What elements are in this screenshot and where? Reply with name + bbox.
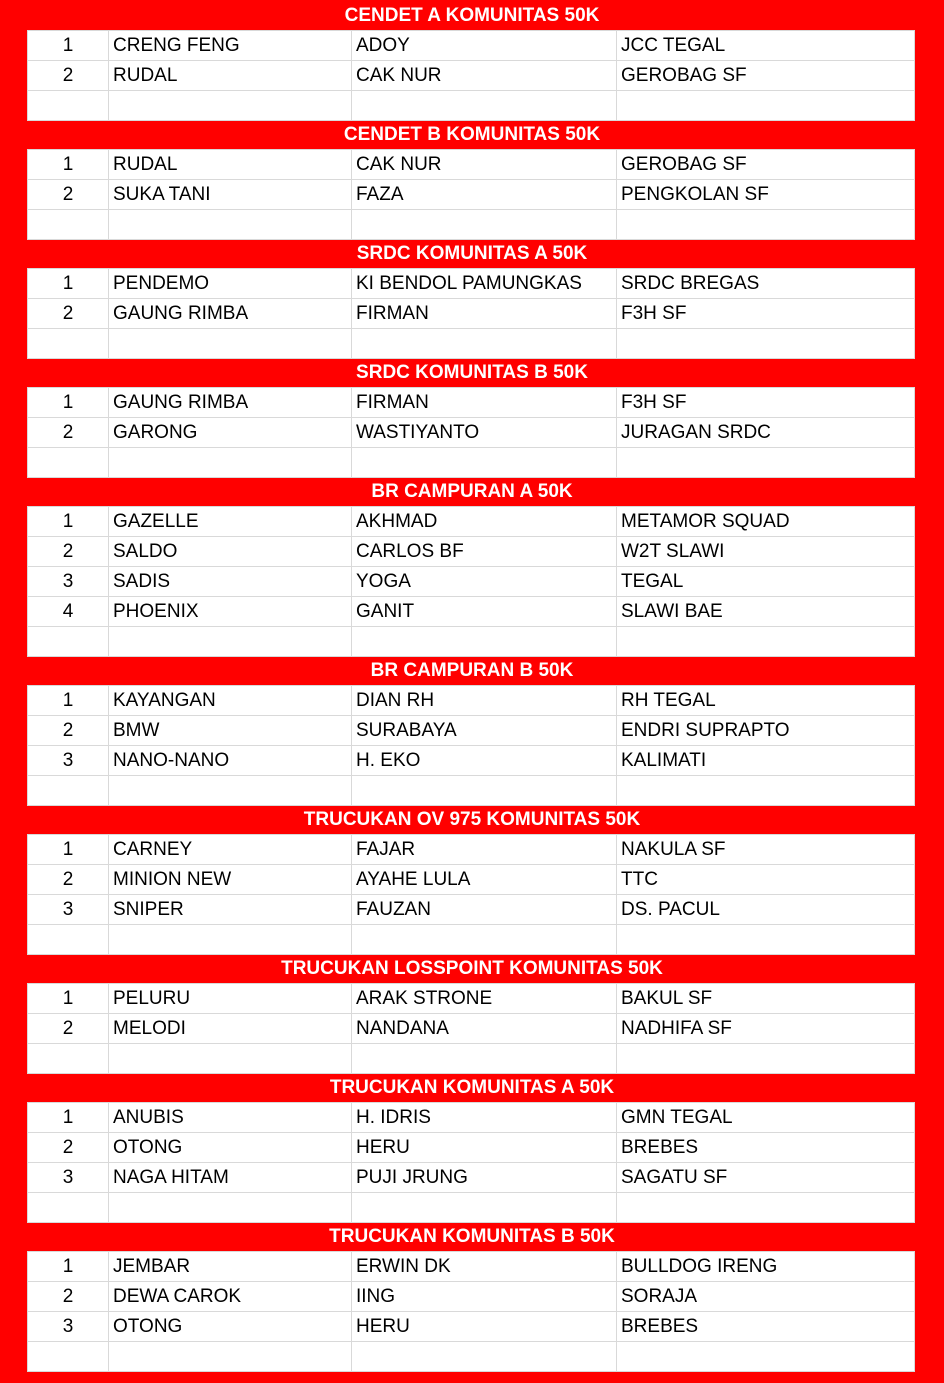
owner-cell: KI BENDOL PAMUNGKAS [352, 269, 617, 299]
table-row [28, 180, 915, 210]
empty-cell [617, 329, 915, 359]
owner-cell: FIRMAN [352, 299, 617, 329]
club-cell: TEGAL [617, 567, 915, 597]
rank-cell: 2 [28, 1014, 109, 1044]
table-row [28, 984, 915, 1014]
empty-cell [617, 1044, 915, 1074]
empty-row [28, 210, 915, 240]
empty-row [28, 776, 915, 806]
results-table [27, 387, 915, 478]
empty-cell [109, 925, 352, 955]
rank-cell: 1 [28, 835, 109, 865]
rank-cell: 3 [28, 746, 109, 776]
table-row [28, 865, 915, 895]
club-cell: GEROBAG SF [617, 61, 915, 91]
category-title: SRDC KOMUNITAS B 50K [356, 362, 588, 383]
club-cell: SORAJA [617, 1282, 915, 1312]
name-cell: PELURU [109, 984, 352, 1014]
empty-cell [28, 210, 109, 240]
empty-cell [352, 925, 617, 955]
club-cell: PENGKOLAN SF [617, 180, 915, 210]
owner-cell: SURABAYA [352, 716, 617, 746]
table-row [28, 299, 915, 329]
rank-cell: 2 [28, 537, 109, 567]
empty-cell [109, 448, 352, 478]
club-cell: GEROBAG SF [617, 150, 915, 180]
name-cell: MINION NEW [109, 865, 352, 895]
rank-cell: 1 [28, 1252, 109, 1282]
name-cell: BMW [109, 716, 352, 746]
category-section [0, 806, 944, 955]
rank-cell: 1 [28, 507, 109, 537]
owner-cell: AYAHE LULA [352, 865, 617, 895]
name-cell: SADIS [109, 567, 352, 597]
empty-cell [352, 448, 617, 478]
owner-cell: ARAK STRONE [352, 984, 617, 1014]
table-row [28, 1163, 915, 1193]
name-cell: JEMBAR [109, 1252, 352, 1282]
name-cell: MELODI [109, 1014, 352, 1044]
owner-cell: CAK NUR [352, 150, 617, 180]
name-cell: DEWA CAROK [109, 1282, 352, 1312]
empty-cell [109, 210, 352, 240]
club-cell: JCC TEGAL [617, 31, 915, 61]
empty-cell [28, 329, 109, 359]
rank-cell: 1 [28, 269, 109, 299]
rank-cell: 2 [28, 865, 109, 895]
category-section [0, 1223, 944, 1372]
club-cell: NADHIFA SF [617, 1014, 915, 1044]
name-cell: SNIPER [109, 895, 352, 925]
results-table [27, 685, 915, 806]
name-cell: KAYANGAN [109, 686, 352, 716]
name-cell: GAUNG RIMBA [109, 299, 352, 329]
category-section [0, 240, 944, 359]
club-cell: BREBES [617, 1312, 915, 1342]
owner-cell: FAJAR [352, 835, 617, 865]
owner-cell: AKHMAD [352, 507, 617, 537]
name-cell: GAUNG RIMBA [109, 388, 352, 418]
empty-cell [28, 448, 109, 478]
owner-cell: CAK NUR [352, 61, 617, 91]
empty-cell [109, 1044, 352, 1074]
owner-cell: ERWIN DK [352, 1252, 617, 1282]
results-table [27, 30, 915, 121]
club-cell: SLAWI BAE [617, 597, 915, 627]
results-table [27, 1251, 915, 1372]
category-title: BR CAMPURAN B 50K [370, 660, 574, 681]
name-cell: OTONG [109, 1133, 352, 1163]
empty-cell [28, 1044, 109, 1074]
empty-cell [28, 1342, 109, 1372]
name-cell: CRENG FENG [109, 31, 352, 61]
club-cell: RH TEGAL [617, 686, 915, 716]
table-row [28, 1312, 915, 1342]
club-cell: BULLDOG IRENG [617, 1252, 915, 1282]
rank-cell: 2 [28, 61, 109, 91]
rank-cell: 2 [28, 1282, 109, 1312]
empty-cell [109, 776, 352, 806]
name-cell: PHOENIX [109, 597, 352, 627]
empty-cell [617, 448, 915, 478]
category-section [0, 657, 944, 806]
owner-cell: FIRMAN [352, 388, 617, 418]
owner-cell: NANDANA [352, 1014, 617, 1044]
owner-cell: HERU [352, 1133, 617, 1163]
club-cell: DS. PACUL [617, 895, 915, 925]
rank-cell: 2 [28, 418, 109, 448]
name-cell: CARNEY [109, 835, 352, 865]
empty-cell [617, 91, 915, 121]
category-title: TRUCUKAN KOMUNITAS A 50K [329, 1077, 615, 1098]
table-row [28, 150, 915, 180]
empty-cell [109, 91, 352, 121]
empty-cell [28, 1193, 109, 1223]
table-row [28, 895, 915, 925]
table-row [28, 1252, 915, 1282]
empty-row [28, 329, 915, 359]
table-row [28, 507, 915, 537]
club-cell: W2T SLAWI [617, 537, 915, 567]
empty-cell [617, 627, 915, 657]
owner-cell: DIAN RH [352, 686, 617, 716]
table-row [28, 835, 915, 865]
rank-cell: 1 [28, 984, 109, 1014]
empty-cell [617, 925, 915, 955]
empty-cell [352, 91, 617, 121]
empty-cell [352, 1342, 617, 1372]
table-row [28, 1282, 915, 1312]
rank-cell: 3 [28, 1312, 109, 1342]
category-section [0, 359, 944, 478]
table-row [28, 61, 915, 91]
name-cell: SALDO [109, 537, 352, 567]
table-row [28, 1103, 915, 1133]
rank-cell: 2 [28, 180, 109, 210]
name-cell: SUKA TANI [109, 180, 352, 210]
empty-cell [109, 329, 352, 359]
table-row [28, 31, 915, 61]
owner-cell: H. IDRIS [352, 1103, 617, 1133]
table-row [28, 537, 915, 567]
category-section [0, 121, 944, 240]
table-row [28, 1014, 915, 1044]
table-row [28, 597, 915, 627]
empty-cell [28, 627, 109, 657]
empty-cell [109, 1193, 352, 1223]
category-section [0, 2, 944, 121]
rank-cell: 1 [28, 150, 109, 180]
owner-cell: GANIT [352, 597, 617, 627]
club-cell: KALIMATI [617, 746, 915, 776]
name-cell: RUDAL [109, 150, 352, 180]
category-title: TRUCUKAN OV 975 KOMUNITAS 50K [303, 809, 641, 830]
rank-cell: 3 [28, 1163, 109, 1193]
owner-cell: CARLOS BF [352, 537, 617, 567]
table-row [28, 716, 915, 746]
table-row [28, 388, 915, 418]
empty-row [28, 1342, 915, 1372]
rank-cell: 1 [28, 31, 109, 61]
empty-row [28, 91, 915, 121]
club-cell: SRDC BREGAS [617, 269, 915, 299]
owner-cell: IING [352, 1282, 617, 1312]
rank-cell: 4 [28, 597, 109, 627]
category-title: CENDET A KOMUNITAS 50K [344, 5, 600, 26]
name-cell: ANUBIS [109, 1103, 352, 1133]
club-cell: BREBES [617, 1133, 915, 1163]
club-cell: JURAGAN SRDC [617, 418, 915, 448]
table-row [28, 418, 915, 448]
name-cell: GAZELLE [109, 507, 352, 537]
empty-cell [352, 1044, 617, 1074]
club-cell: F3H SF [617, 299, 915, 329]
club-cell: BAKUL SF [617, 984, 915, 1014]
club-cell: F3H SF [617, 388, 915, 418]
empty-cell [352, 776, 617, 806]
club-cell: SAGATU SF [617, 1163, 915, 1193]
category-title: TRUCUKAN KOMUNITAS B 50K [329, 1226, 615, 1247]
results-table [27, 268, 915, 359]
rank-cell: 1 [28, 1103, 109, 1133]
empty-cell [617, 1193, 915, 1223]
empty-cell [352, 627, 617, 657]
empty-row [28, 627, 915, 657]
owner-cell: HERU [352, 1312, 617, 1342]
club-cell: NAKULA SF [617, 835, 915, 865]
empty-row [28, 448, 915, 478]
owner-cell: FAUZAN [352, 895, 617, 925]
club-cell: GMN TEGAL [617, 1103, 915, 1133]
empty-cell [109, 1342, 352, 1372]
owner-cell: WASTIYANTO [352, 418, 617, 448]
category-title: CENDET B KOMUNITAS 50K [343, 124, 601, 145]
category-section [0, 955, 944, 1074]
rank-cell: 2 [28, 1133, 109, 1163]
owner-cell: YOGA [352, 567, 617, 597]
results-table [27, 506, 915, 657]
table-row [28, 567, 915, 597]
club-cell: METAMOR SQUAD [617, 507, 915, 537]
name-cell: OTONG [109, 1312, 352, 1342]
club-cell: TTC [617, 865, 915, 895]
owner-cell: ADOY [352, 31, 617, 61]
rank-cell: 3 [28, 567, 109, 597]
rank-cell: 2 [28, 716, 109, 746]
empty-cell [617, 210, 915, 240]
rank-cell: 2 [28, 299, 109, 329]
name-cell: RUDAL [109, 61, 352, 91]
empty-cell [28, 925, 109, 955]
club-cell: ENDRI SUPRAPTO [617, 716, 915, 746]
empty-cell [28, 776, 109, 806]
owner-cell: H. EKO [352, 746, 617, 776]
rank-cell: 1 [28, 686, 109, 716]
empty-cell [109, 627, 352, 657]
owner-cell: FAZA [352, 180, 617, 210]
rank-cell: 1 [28, 388, 109, 418]
category-title: BR CAMPURAN A 50K [371, 481, 573, 502]
table-row [28, 1133, 915, 1163]
empty-cell [352, 210, 617, 240]
empty-row [28, 925, 915, 955]
category-section [0, 478, 944, 657]
results-table [27, 1102, 915, 1223]
category-section [0, 1074, 944, 1223]
table-row [28, 746, 915, 776]
owner-cell: PUJI JRUNG [352, 1163, 617, 1193]
results-table [27, 149, 915, 240]
results-table [27, 834, 915, 955]
empty-cell [352, 1193, 617, 1223]
results-table [27, 983, 915, 1074]
rank-cell: 3 [28, 895, 109, 925]
name-cell: NAGA HITAM [109, 1163, 352, 1193]
empty-cell [352, 329, 617, 359]
category-title: TRUCUKAN LOSSPOINT KOMUNITAS 50K [281, 958, 663, 979]
empty-row [28, 1044, 915, 1074]
category-title: SRDC KOMUNITAS A 50K [356, 243, 588, 264]
name-cell: NANO-NANO [109, 746, 352, 776]
name-cell: GARONG [109, 418, 352, 448]
empty-cell [28, 91, 109, 121]
name-cell: PENDEMO [109, 269, 352, 299]
empty-row [28, 1193, 915, 1223]
table-row [28, 269, 915, 299]
table-row [28, 686, 915, 716]
empty-cell [617, 776, 915, 806]
empty-cell [617, 1342, 915, 1372]
